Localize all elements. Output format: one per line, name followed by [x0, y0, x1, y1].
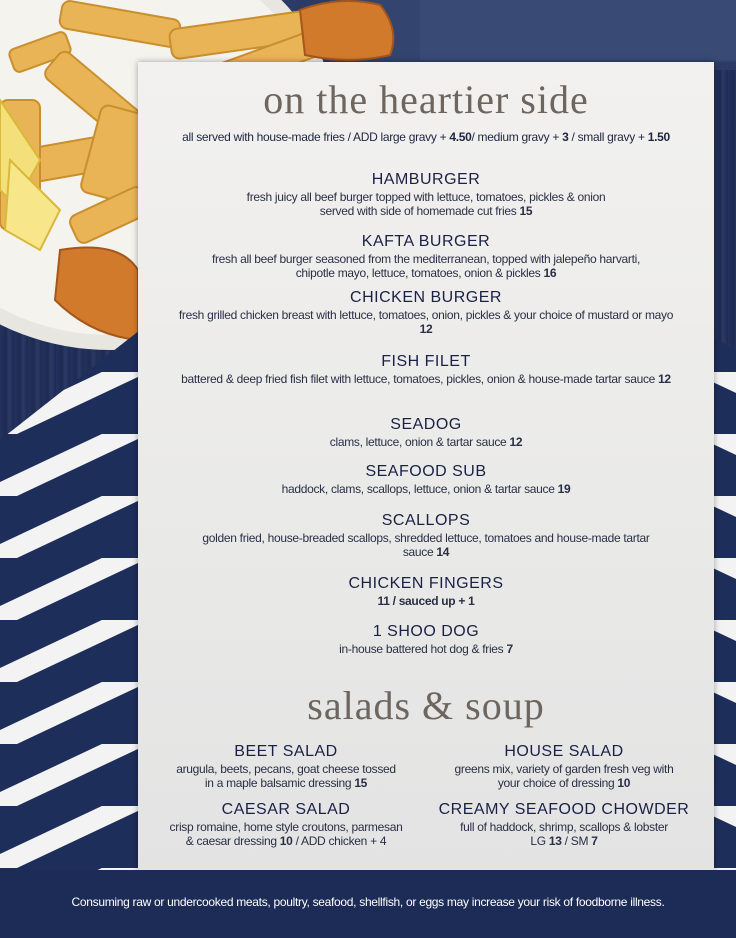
subtitle-price-c: 1.50: [647, 130, 670, 144]
menu-item: [138, 288, 714, 336]
subtitle-price-b: 3: [562, 130, 569, 144]
subtitle-price-a: 4.50: [449, 130, 472, 144]
item-description: battered & deep fried fish filet with lettuce, tomatoes, pickles, onion & house-made tartar sauce 12: [181, 372, 671, 386]
item-description: in-house battered hot dog & fries 7: [339, 642, 513, 656]
item-name: BEET SALAD: [234, 743, 338, 760]
subtitle-text-b: / medium gravy +: [471, 130, 563, 144]
item-description: fresh juicy all beef burger topped with lettuce, tomatoes, pickles & onion served with side of homemade cut fries 15: [246, 190, 606, 218]
item-name: CREAMY SEAFOOD CHOWDER: [438, 801, 690, 818]
item-description: full of haddock, shrimp, scallops & lobster LG 13 / SM 7: [460, 820, 668, 848]
item-description: greens mix, variety of garden fresh veg with your choice of dressing 10: [454, 762, 674, 790]
menu-item: [138, 622, 714, 656]
salad-item: [430, 742, 698, 790]
salad-item: [152, 800, 420, 848]
menu-item: [138, 232, 714, 280]
item-description: arugula, beets, pecans, goat cheese tossed in a maple balsamic dressing 15: [176, 762, 396, 790]
item-name: CHICKEN BURGER: [350, 289, 502, 306]
menu-item: [138, 170, 714, 218]
item-name: FISH FILET: [381, 353, 471, 370]
item-description: fresh all beef burger seasoned from the mediterranean, topped with jalepeño harvarti, chipotle mayo, lettuce, tomatoes, onion & pickles 16: [211, 252, 641, 280]
item-name: HOUSE SALAD: [504, 743, 624, 760]
item-name: SEAFOOD SUB: [365, 463, 487, 480]
item-name: HAMBURGER: [371, 171, 481, 188]
item-name: KAFTA BURGER: [361, 233, 491, 250]
item-description: golden fried, house-breaded scallops, shredded lettuce, tomatoes and house-made tartar sauce 14: [202, 531, 650, 559]
item-description: crisp romaine, home style croutons, parmesan & caesar dressing 10 / ADD chicken + 4: [169, 820, 403, 848]
salad-item: [152, 742, 420, 790]
item-name: CAESAR SALAD: [221, 801, 351, 818]
item-name: CHICKEN FINGERS: [348, 575, 504, 592]
subtitle-text-c: / small gravy +: [568, 130, 648, 144]
item-description: haddock, clams, scallops, lettuce, onion & tartar sauce 19: [281, 482, 571, 496]
subtitle-text-a: all served with house-made fries / ADD large gravy +: [182, 130, 450, 144]
menu-item: [138, 462, 714, 496]
salad-item: [430, 800, 698, 848]
foodborne-disclaimer: Consuming raw or undercooked meats, poultry, seafood, shellfish, or eggs may increase your risk of foodborne illness.: [71, 895, 665, 909]
item-name: SCALLOPS: [381, 512, 471, 529]
heartier-subtitle: [168, 130, 684, 145]
item-name: 1 SHOO DOG: [372, 623, 480, 640]
section-title-heartier: on the heartier side: [263, 77, 589, 122]
item-name: SEADOG: [390, 416, 462, 433]
item-description: 11 / sauced up + 1: [377, 594, 475, 608]
section-title-salads: salads & soup: [307, 683, 545, 728]
menu-item: [138, 415, 714, 449]
menu-item: [138, 352, 714, 386]
item-description: clams, lettuce, onion & tartar sauce 12: [329, 435, 523, 449]
menu-item: [138, 511, 714, 559]
menu-panel: [138, 62, 714, 870]
menu-item: [138, 574, 714, 608]
footer-bar: [0, 870, 736, 938]
item-description: fresh grilled chicken breast with lettuce, tomatoes, onion, pickles & your choice of mustard or mayo 12: [178, 308, 674, 336]
